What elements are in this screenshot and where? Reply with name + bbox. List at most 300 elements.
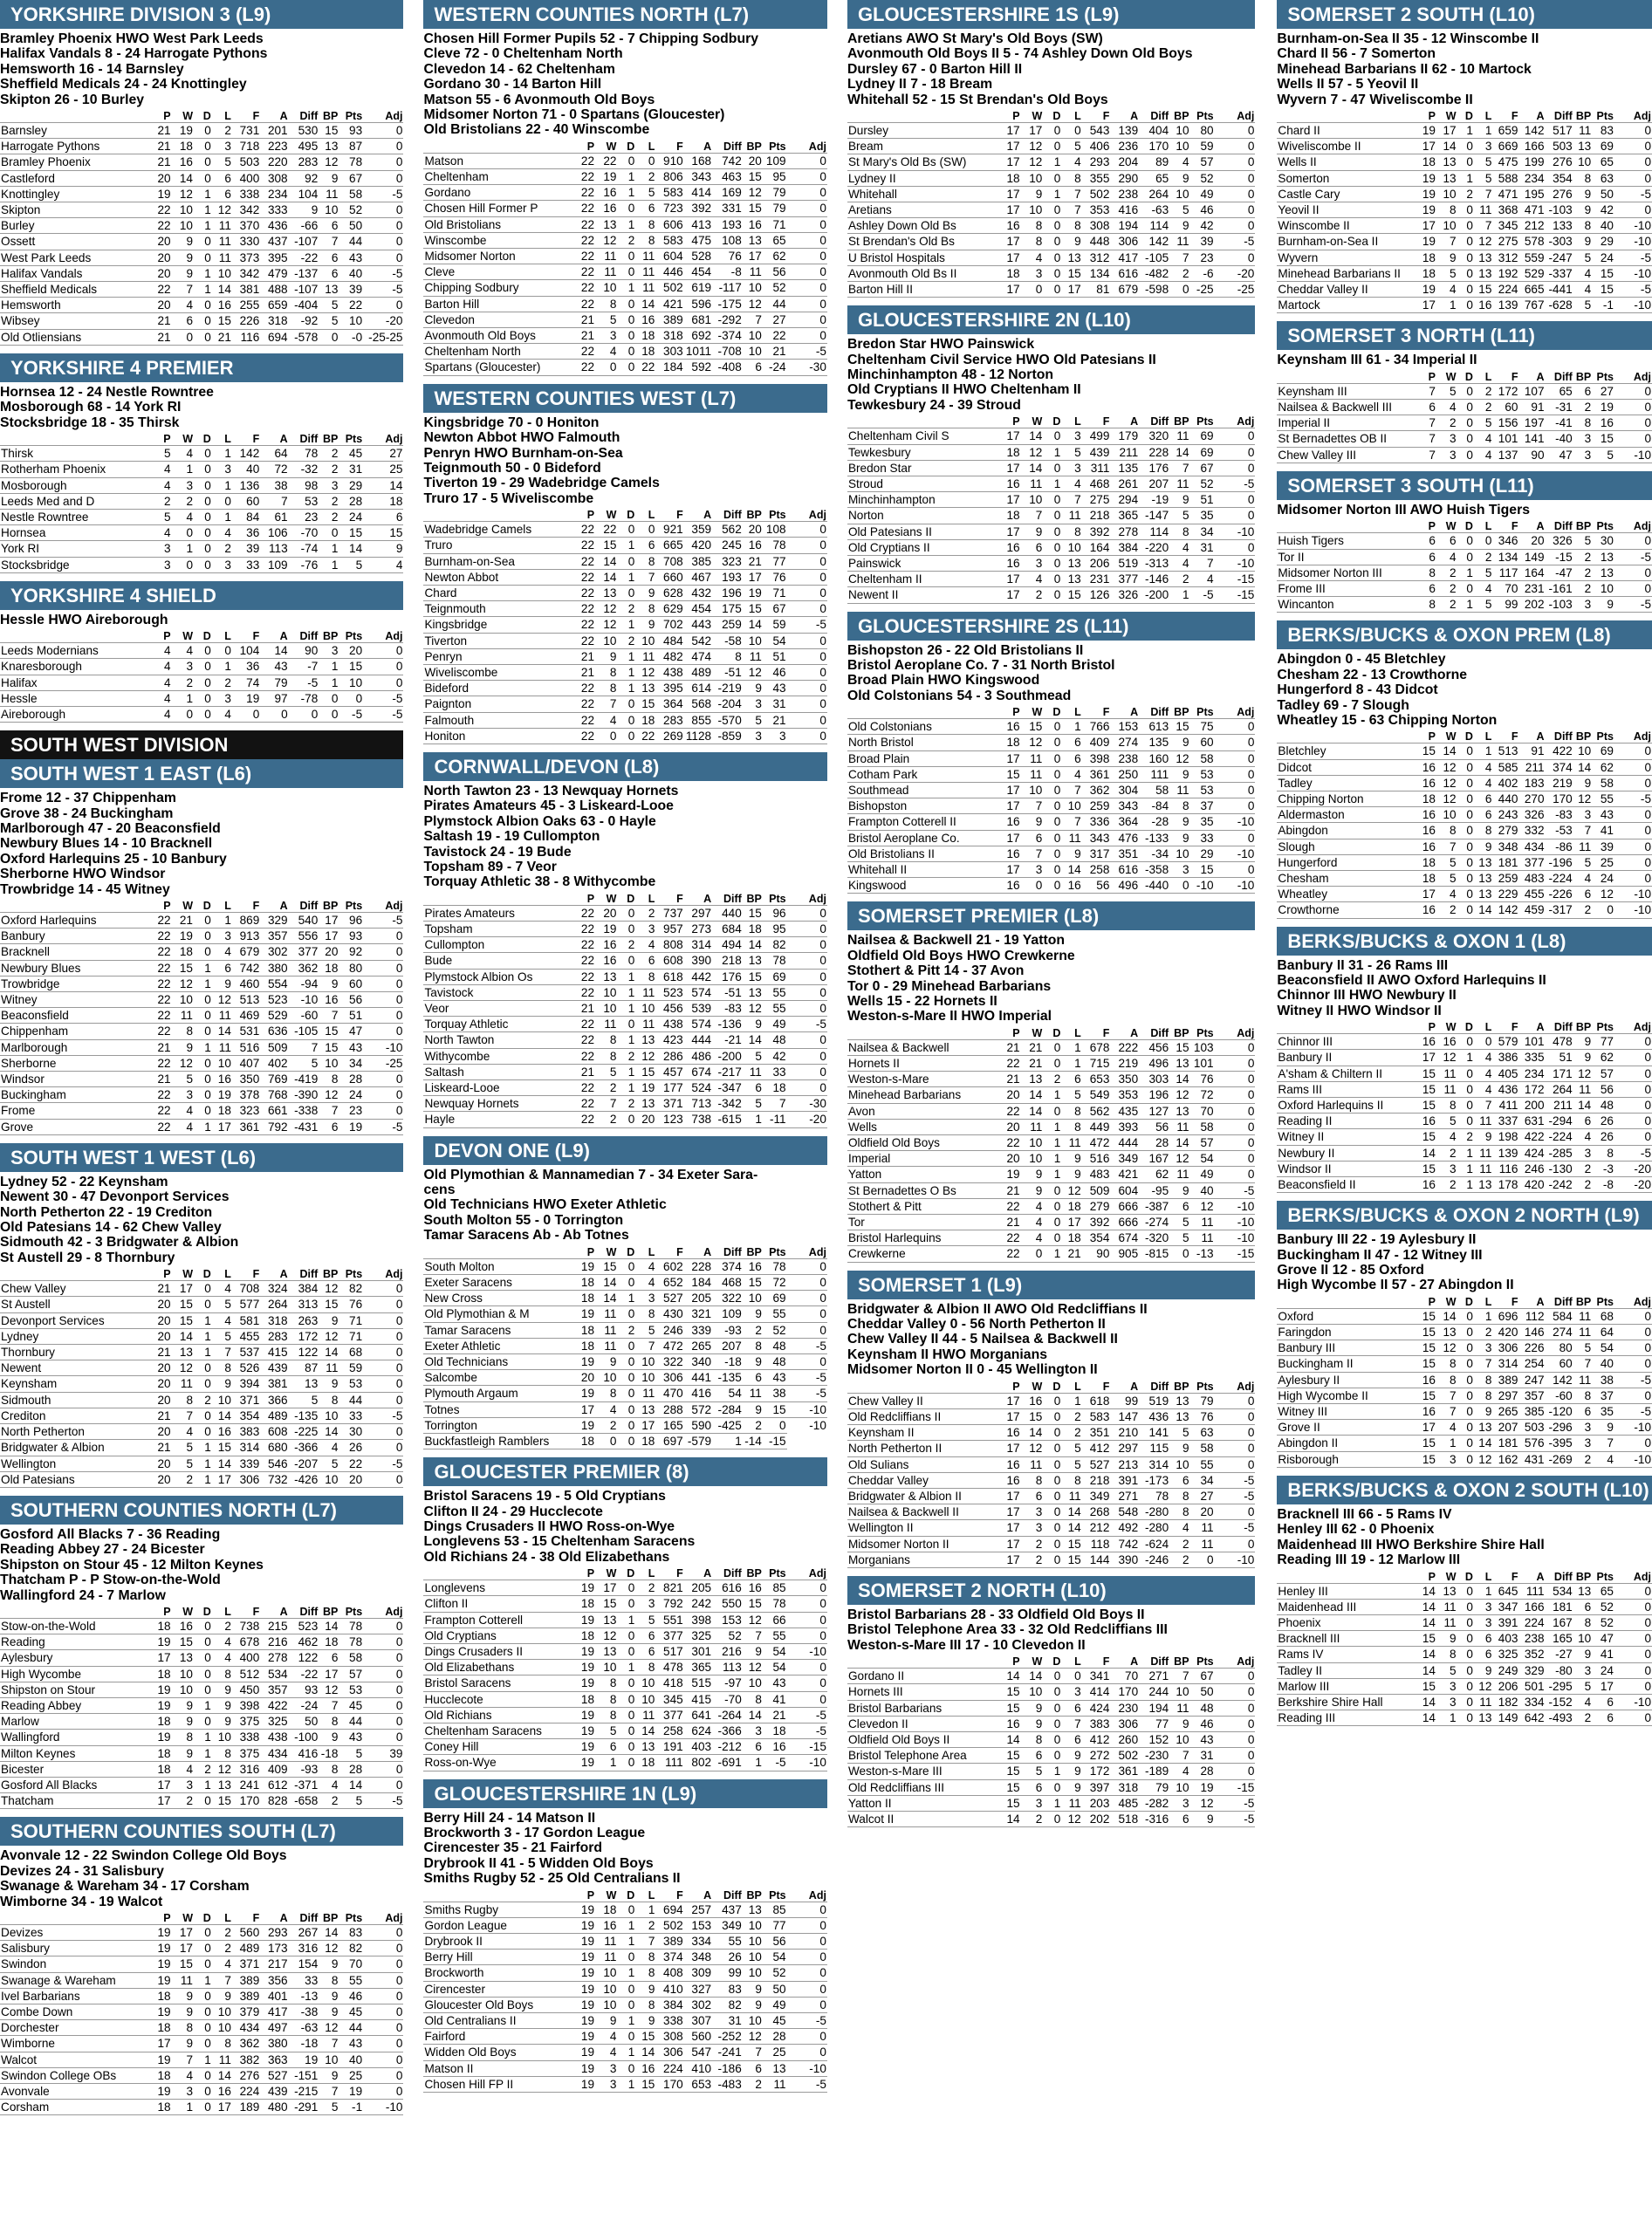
table-row [0, 234, 403, 250]
team-name: Chesham [1277, 870, 1416, 886]
column-header: F [252, 433, 260, 446]
stat-cell: 10 [1169, 1456, 1189, 1472]
stat-cell: -247 [1546, 250, 1573, 265]
stat-cell: 162 [1492, 1451, 1518, 1467]
table-row [0, 1456, 403, 1471]
stat-cell: 731 [232, 123, 260, 139]
team-name: Chosen Hill FP II [423, 2076, 572, 2092]
stat-cell: 5 [1436, 854, 1457, 870]
stat-cell: 8 [1474, 823, 1492, 839]
stat-cell: 420 [1518, 1177, 1545, 1193]
team-name: Crowthorne [1277, 902, 1416, 918]
stat-cell: 18 [998, 735, 1021, 750]
stat-cell: 0 [1215, 1167, 1256, 1182]
result-line: Oldfield Old Boys HWO Crewkerne [847, 948, 1075, 963]
stat-cell: 9 [595, 1353, 617, 1369]
stat-cell: -5 [787, 2076, 827, 2092]
team-name: Beaconsfield [0, 1008, 149, 1024]
stat-cell: -10 [1215, 1198, 1256, 1214]
stat-cell: 8 [172, 1730, 194, 1745]
team-name: Topsham [423, 922, 572, 937]
result-line: Tewkesbury 24 - 39 Stroud [847, 397, 1021, 413]
result-line: Dursley 67 - 0 Barton Hill II [847, 61, 1023, 77]
stat-cell: 665 [1518, 282, 1545, 298]
stat-cell: 1 [617, 984, 635, 1000]
stat-cell: 4 [595, 2029, 617, 2045]
stat-cell: 9 [319, 1376, 339, 1392]
column-header: D [202, 1912, 211, 1924]
stat-cell: -47 [1546, 565, 1573, 580]
stat-cell: 2 [1169, 1552, 1189, 1567]
stat-cell: 9 [743, 1981, 763, 1997]
stat-cell: 0 [194, 154, 212, 170]
stat-cell: 6 [1573, 1599, 1592, 1614]
stat-cell: 11 [172, 1972, 194, 1988]
table-row [423, 312, 826, 327]
stat-cell: 9 [363, 541, 403, 557]
stat-cell: 423 [655, 1032, 683, 1048]
stat-cell: 9 [1573, 1050, 1592, 1066]
stat-cell: 1 [212, 659, 232, 675]
result-line: South Molton 55 - 0 Torrington [423, 1212, 624, 1228]
table-row [847, 508, 1255, 524]
stat-cell: 6 [1061, 1700, 1081, 1716]
table-row [847, 1135, 1255, 1151]
stat-cell: 666 [1110, 1215, 1139, 1230]
stat-cell: 8 [635, 1997, 655, 2012]
column-header: F [676, 509, 683, 522]
stat-cell: 2 [1436, 565, 1457, 580]
stat-cell: 15 [763, 1401, 787, 1417]
stat-cell: 8 [319, 1761, 339, 1777]
table-row [423, 922, 826, 937]
stat-cell: -285 [1546, 1145, 1573, 1161]
stat-cell: -224 [1546, 1129, 1573, 1145]
stat-cell: 200 [1518, 1098, 1545, 1114]
team-name: Wells [847, 1119, 998, 1134]
stat-cell: -10 [1614, 234, 1652, 250]
result-line: Bishopston 26 - 22 Old Bristolians II [847, 642, 1084, 658]
stat-cell: 56 [1139, 1119, 1169, 1134]
stat-cell: -387 [1139, 1198, 1169, 1214]
stat-cell: 14 [1436, 1308, 1457, 1324]
stat-cell: 0 [787, 905, 827, 921]
stat-cell: 30 [1592, 533, 1614, 549]
stat-cell: 4 [172, 1761, 194, 1777]
table-row [0, 477, 403, 493]
stat-cell: -137 [289, 265, 319, 281]
stat-cell: 0 [1043, 265, 1061, 281]
stat-cell: -86 [1546, 839, 1573, 854]
stat-cell: 20 [573, 1370, 595, 1386]
stat-cell: -578 [289, 329, 319, 345]
table-row [0, 446, 403, 462]
stat-cell: 0 [1457, 265, 1474, 281]
stat-cell: 9 [1169, 1441, 1189, 1456]
stat-cell: 0 [194, 493, 212, 509]
stat-cell: 0 [1043, 1779, 1061, 1795]
stat-cell: 0 [787, 1322, 827, 1338]
stat-cell: 4 [1436, 549, 1457, 565]
stat-cell: 192 [1492, 265, 1518, 281]
team-name: Oldfield Old Boys II [847, 1731, 998, 1747]
stat-cell: 0 [1215, 428, 1256, 444]
stat-cell: 0 [194, 1055, 212, 1071]
stat-cell: 642 [1518, 1710, 1545, 1726]
stat-cell: 479 [260, 265, 288, 281]
stat-cell: 4 [1474, 1066, 1492, 1081]
stat-cell: -60 [1546, 1388, 1573, 1403]
stat-cell: 60 [1546, 1356, 1573, 1372]
team-name: Martock [1277, 298, 1416, 313]
stat-cell: 384 [289, 1281, 319, 1297]
stat-cell: -11 [763, 1112, 787, 1127]
stat-cell: -78 [289, 690, 319, 706]
table-row [0, 1055, 403, 1071]
stat-cell: 53 [1190, 782, 1215, 798]
stat-cell: 2 [1436, 580, 1457, 596]
stat-cell: 0 [617, 1997, 635, 2012]
table-row [0, 2067, 403, 2083]
stat-cell: 15 [363, 525, 403, 541]
stat-cell: 48 [763, 1032, 787, 1048]
table-header [1277, 1571, 1652, 1584]
column-header: Pts [345, 630, 363, 643]
stat-cell: 22 [339, 1456, 363, 1471]
team-name: Aylesbury [0, 1650, 149, 1666]
stat-cell: 27 [763, 312, 787, 327]
stat-cell: 6 [1169, 1811, 1189, 1826]
stat-cell: 0 [787, 280, 827, 296]
stat-cell: 0 [1043, 1393, 1061, 1408]
stat-cell: 0 [1021, 878, 1044, 894]
stat-cell: 8 [1474, 1372, 1492, 1388]
table-header [1277, 1021, 1652, 1034]
stat-cell: 434 [232, 2020, 260, 2036]
stat-cell: 454 [684, 601, 712, 617]
stat-cell: 1 [212, 509, 232, 524]
stat-cell: 0 [194, 1297, 212, 1312]
stat-cell: 0 [787, 1691, 827, 1707]
stat-cell: 53 [339, 1376, 363, 1392]
column-header: BP [746, 1888, 762, 1902]
table-row [847, 1039, 1255, 1055]
stat-cell: 2 [172, 493, 194, 509]
stat-cell: 10 [1021, 1135, 1044, 1151]
team-name: Spartans (Gloucester) [423, 360, 572, 375]
stat-cell: 6 [172, 313, 194, 329]
stat-cell: -84 [1139, 798, 1169, 814]
stat-cell: 0 [1614, 139, 1652, 154]
stat-cell: 16 [1416, 1114, 1436, 1129]
stat-cell: 0 [787, 169, 827, 185]
stat-cell: 3 [1436, 1451, 1457, 1467]
table-row [847, 1408, 1255, 1424]
table-row [847, 846, 1255, 861]
stat-cell: 364 [1110, 814, 1139, 830]
table-row [0, 1103, 403, 1119]
column-header: D [627, 1567, 635, 1580]
stat-cell: 2 [319, 462, 339, 477]
team-name: Widden Old Boys [423, 2045, 572, 2060]
stat-cell: 802 [684, 1755, 712, 1771]
stat-cell: -5 [787, 2013, 827, 2029]
stat-cell: 0 [1043, 814, 1061, 830]
stat-cell: -147 [1139, 508, 1169, 524]
stat-cell: 13 [763, 2060, 787, 2076]
column-header: BP [1575, 520, 1592, 533]
stat-cell: 264 [1139, 186, 1169, 202]
result-line: Maidenhead III HWO Berkshire Shire Hall [1277, 1537, 1545, 1552]
table-row [0, 525, 403, 541]
stat-cell: 8 [635, 1660, 655, 1676]
stat-cell: 1 [194, 1697, 212, 1713]
stat-cell: -25-25 [363, 329, 403, 345]
stat-cell: 9 [1021, 814, 1044, 830]
stat-cell: 629 [655, 601, 683, 617]
stat-cell: 679 [1110, 282, 1139, 298]
column-header: BP [323, 1912, 339, 1924]
result-line: Broad Plain HWO Kingswood [847, 673, 1040, 689]
stat-cell: 5 [1169, 1230, 1189, 1246]
stat-cell: 8 [1169, 1504, 1189, 1520]
stat-cell: 265 [684, 1338, 712, 1353]
stat-cell: -5 [1614, 791, 1652, 806]
stat-cell: 341 [1082, 1669, 1111, 1684]
team-name: Cheltenham Saracens [423, 1723, 572, 1738]
stat-cell: 137 [1492, 447, 1518, 463]
stat-cell: 562 [1082, 1103, 1111, 1119]
team-name: Coney Hill [423, 1739, 572, 1755]
stat-cell: 55 [712, 1934, 743, 1950]
stat-cell: 1 [194, 976, 212, 991]
stat-cell: 9 [172, 234, 194, 250]
stat-cell: 400 [232, 1650, 260, 1666]
stat-cell: 0 [194, 525, 212, 541]
stat-cell: 12 [1061, 1811, 1081, 1826]
stat-cell: 22 [573, 185, 595, 201]
stat-cell: 9 [172, 1988, 194, 2004]
stat-cell: 78 [763, 953, 787, 969]
table-row [1277, 1614, 1652, 1630]
stat-cell: 22 [149, 992, 171, 1008]
stat-cell: 0 [617, 344, 635, 360]
table-row [0, 1666, 403, 1682]
stat-cell: -5 [1215, 1488, 1256, 1504]
stat-cell: 602 [655, 1258, 683, 1274]
column-header: Pts [345, 1268, 363, 1281]
stat-cell: 957 [655, 922, 683, 937]
result-line: Midsomer Norton III AWO Huish Tigers [1277, 502, 1531, 517]
stat-cell: 9 [1061, 1167, 1081, 1182]
stat-cell: 22 [149, 218, 171, 234]
stat-cell: 0 [194, 298, 212, 313]
table-row [847, 1151, 1255, 1167]
league-title: BERKS/BUCKS & OXON 2 NORTH (L9) [1277, 1201, 1652, 1230]
stat-cell: 9 [172, 1039, 194, 1055]
stat-cell: 549 [1082, 1087, 1111, 1103]
stat-cell: 456 [655, 1001, 683, 1017]
stat-cell: 512 [232, 1666, 260, 1682]
stat-cell: 0 [787, 1291, 827, 1306]
stat-cell: 52 [339, 202, 363, 218]
stat-cell: 17 [998, 798, 1021, 814]
stat-cell: 19 [573, 1580, 595, 1596]
stat-cell: 14 [1416, 1583, 1436, 1599]
team-header [423, 140, 572, 154]
stat-cell: 18 [573, 1433, 595, 1449]
stat-cell: 14 [172, 170, 194, 186]
team-name: Midsomer Norton III [1277, 565, 1416, 580]
stat-cell: 20 [339, 643, 363, 659]
stat-cell: 249 [1492, 1662, 1518, 1678]
stat-cell: -10 [1215, 1215, 1256, 1230]
stat-cell: 2 [1474, 400, 1492, 415]
stat-cell: 10 [1061, 798, 1081, 814]
stat-cell: 0 [1215, 1456, 1256, 1472]
stat-cell: 308 [260, 170, 288, 186]
stat-cell: 43 [763, 681, 787, 696]
stat-cell: 21 [1061, 1246, 1081, 1262]
league-section [0, 1143, 403, 1488]
stat-cell: 4 [172, 509, 194, 524]
stat-cell: 154 [289, 1956, 319, 1972]
stat-cell: 0 [617, 1433, 635, 1449]
table-row [0, 1471, 403, 1487]
team-name: Bishopston [847, 798, 998, 814]
stat-cell: 560 [684, 2029, 712, 2045]
stat-cell: 15 [1061, 587, 1081, 603]
team-name: Bracknell [0, 944, 149, 960]
stat-cell: 0 [1043, 861, 1061, 877]
column-header: Adj [1633, 1295, 1652, 1308]
column-header: Pts [1196, 706, 1214, 719]
stat-cell: 22 [149, 944, 171, 960]
stat-cell: 16 [1416, 775, 1436, 791]
table-row [423, 1723, 826, 1738]
stat-cell: 374 [1546, 759, 1573, 775]
stat-cell: 0 [1457, 823, 1474, 839]
stat-cell: -1 [339, 2100, 363, 2115]
stat-cell: 349 [712, 1917, 743, 1933]
stat-cell: 0 [787, 1660, 827, 1676]
table-row [1277, 154, 1652, 170]
table-row [423, 1017, 826, 1032]
stat-cell: 25 [763, 2045, 787, 2060]
stat-cell: 113 [712, 1660, 743, 1676]
stat-cell: 166 [1518, 1599, 1545, 1614]
stat-cell: 12 [172, 1055, 194, 1071]
stat-cell: 3 [743, 728, 763, 744]
result-line: Weston-s-Mare II HWO Imperial [847, 1009, 1052, 1024]
stat-cell: 3 [149, 541, 171, 557]
stat-cell: 9 [635, 1981, 655, 1997]
stat-cell: 39 [1190, 234, 1215, 250]
stat-cell: 153 [712, 1612, 743, 1628]
stat-cell: 0 [787, 1934, 827, 1950]
stat-cell: 434 [1518, 839, 1545, 854]
team-name: Totnes [423, 1401, 572, 1417]
stat-cell: 382 [232, 2052, 260, 2067]
table-body [847, 1393, 1255, 1567]
result-line: Old Technicians HWO Exeter Athletic [423, 1197, 667, 1213]
stat-cell: 11 [212, 1008, 232, 1024]
result-line: Halifax Vandals 8 - 24 Harrogate Pythons [0, 46, 268, 62]
stat-cell: 70 [339, 1956, 363, 1972]
team-name: Sheffield Medicals [0, 282, 149, 298]
stat-cell: -41 [1546, 415, 1573, 431]
team-name: Aldermaston [1277, 807, 1416, 823]
stat-cell: 537 [232, 1345, 260, 1360]
stat-cell: 24 [339, 509, 363, 524]
table-header [0, 1912, 403, 1925]
stat-cell: 4 [1573, 282, 1592, 298]
stat-cell: 10 [172, 992, 194, 1008]
stat-cell: 0 [1457, 1436, 1474, 1451]
stat-cell: 33 [232, 557, 260, 572]
team-name: Leeds Modernians [0, 643, 149, 659]
stat-cell: 437 [712, 1902, 743, 1917]
table-row [0, 690, 403, 706]
stat-cell: 78 [339, 1618, 363, 1634]
team-name: Avonmouth Old Bs II [847, 265, 998, 281]
stat-cell: 0 [1021, 1246, 1044, 1262]
stat-cell: 11 [1021, 1119, 1044, 1134]
stat-cell: 10 [1573, 744, 1592, 759]
stat-cell: 0 [617, 1676, 635, 1691]
team-name: Burley [0, 218, 149, 234]
table-row [1277, 1114, 1652, 1129]
table-row [0, 186, 403, 202]
stat-cell: 0 [1043, 1198, 1061, 1214]
stat-cell: 18 [212, 1103, 232, 1119]
table-row [0, 1345, 403, 1360]
column-header: F [676, 1888, 683, 1902]
stat-cell: 0 [363, 1925, 403, 1941]
stat-cell: 13 [743, 984, 763, 1000]
stat-cell: 9 [172, 1714, 194, 1730]
stat-cell: -5 [787, 617, 827, 633]
stat-cell: 15 [998, 1684, 1021, 1700]
stat-cell: 1 [617, 1032, 635, 1048]
stat-cell: -274 [1139, 1215, 1169, 1230]
stat-cell: 3 [1573, 807, 1592, 823]
stat-cell: 290 [1110, 170, 1139, 186]
stat-cell: 20 [149, 1471, 171, 1487]
stat-cell: 8 [1436, 823, 1457, 839]
stat-cell: 6 [1169, 1472, 1189, 1488]
stat-cell: 52 [763, 280, 787, 296]
stat-cell: 652 [655, 1274, 683, 1290]
team-name: Burnham-on-Sea [423, 553, 572, 569]
column-header: F [1511, 1570, 1518, 1583]
stat-cell: 3 [212, 929, 232, 944]
stat-cell: -441 [1546, 282, 1573, 298]
stat-cell: 77 [1139, 1716, 1169, 1731]
stat-cell: -10 [787, 2060, 827, 2076]
stat-cell: 0 [194, 643, 212, 659]
stat-cell: 8 [1169, 524, 1189, 539]
stat-cell: 339 [684, 1322, 712, 1338]
team-header [423, 1567, 572, 1580]
table-row [423, 1643, 826, 1659]
table-row [0, 1956, 403, 1972]
result-line: Chew Valley II 44 - 5 Nailsea & Backwell II [847, 1332, 1118, 1347]
stat-cell: 357 [1518, 1388, 1545, 1403]
stat-cell: 674 [684, 1064, 712, 1079]
stat-cell: 379 [232, 2004, 260, 2020]
stat-cell: 8 [319, 1714, 339, 1730]
